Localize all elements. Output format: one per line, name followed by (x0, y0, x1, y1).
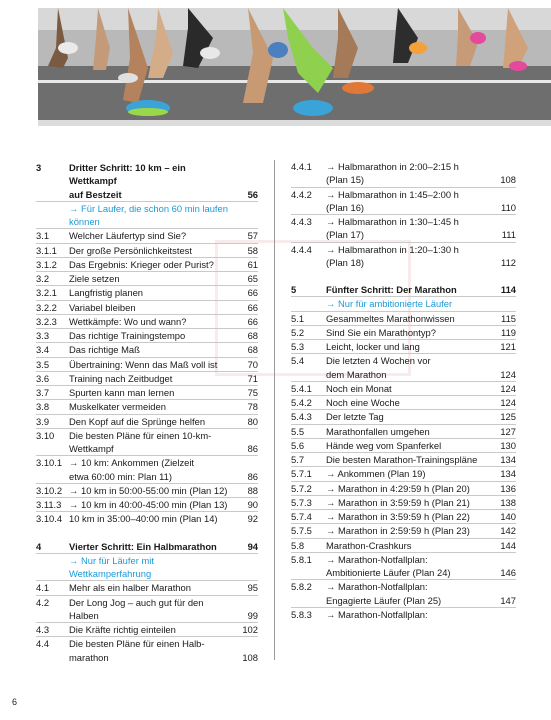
toc-entry-title-line: Noch ein Monat (326, 382, 392, 394)
toc-entry-title (69, 581, 234, 594)
toc-entry-title (69, 429, 234, 456)
toc-entry-title (326, 312, 492, 325)
toc-entry-title-line: Ziele setzen (69, 273, 120, 284)
toc-right-column (291, 160, 516, 621)
toc-entry-title (69, 456, 234, 483)
toc-entry-title-line: → Ankommen (Plan 19) (326, 468, 426, 480)
toc-entry-title (326, 539, 492, 552)
toc-entry-number: 5.7.5 (291, 525, 312, 537)
toc-entry-row[interactable] (36, 342, 258, 356)
toc-entry-title-line: Die letzten 4 Wochen vor (326, 355, 431, 367)
toc-entry-title-line: → Halbmarathon in 2:00–2:15 h (326, 161, 459, 172)
toc-entry-title (69, 386, 234, 399)
toc-entry-page: 80 (247, 415, 258, 427)
toc-entry-page: 86 (247, 443, 258, 454)
toc-entry-title-line: dem Marathon (326, 368, 387, 380)
toc-entry-row[interactable] (291, 523, 516, 537)
toc-entry-row[interactable] (291, 466, 516, 480)
toc-entry-title (69, 372, 234, 385)
toc-entry-row[interactable] (291, 607, 516, 621)
page-number: 6 (12, 697, 18, 707)
toc-entry-number: 3.7 (36, 387, 50, 398)
toc-entry-row[interactable] (291, 160, 516, 187)
toc-entry-title (69, 637, 234, 664)
toc-chapter-row[interactable] (291, 282, 516, 296)
toc-entry-title-line: → Marathon-Notfallplan: (326, 553, 428, 565)
arrow-right-icon: → (69, 554, 79, 566)
toc-left-column (36, 160, 258, 664)
toc-entry-number: 5.6 (291, 439, 305, 451)
toc-entry-row[interactable] (291, 552, 516, 580)
toc-entry-title-line: Für Laufer, die schon 60 min laufen können (69, 202, 228, 227)
toc-entry-page: 111 (501, 229, 516, 241)
toc-entry-number: 4.4.2 (291, 188, 312, 200)
toc-entry-page: 94 (247, 540, 258, 552)
toc-entry-number: 5.7.3 (291, 496, 312, 508)
toc-entry-row[interactable] (36, 328, 258, 342)
toc-entry-page: 99 (247, 609, 258, 621)
toc-entry-title-line: Der große Persönlichkeitstest (69, 244, 192, 256)
toc-entry-title-line: Engagierte Läufer (Plan 25) (326, 594, 442, 606)
toc-entry-title (326, 467, 492, 480)
toc-entry-title (326, 326, 492, 339)
toc-entry-title-line: Leicht, locker und lang (326, 341, 420, 352)
toc-entry-title (69, 498, 234, 511)
toc-entry-number: 3.2.2 (36, 301, 57, 313)
toc-entry-number: 4.4 (36, 638, 50, 650)
toc-entry-number: 3.1.1 (36, 244, 57, 256)
toc-entry-number: 3.10.2 (36, 484, 63, 496)
toc-entry-title-line: Variabel bleiben (69, 301, 136, 313)
toc-entry-row[interactable] (291, 339, 516, 353)
toc-entry-title-line: Der Long Jog – auch gut für den (69, 596, 204, 608)
toc-entry-page: 58 (247, 244, 258, 256)
toc-entry-row[interactable] (291, 325, 516, 339)
toc-entry-title (69, 244, 234, 257)
toc-entry-number: 4 (36, 540, 42, 552)
toc-entry-row[interactable] (36, 228, 258, 242)
toc-entry-title-line: Sind Sie ein Marathontyp? (326, 326, 436, 338)
toc-entry-row[interactable] (36, 497, 258, 511)
toc-entry-title (69, 415, 234, 428)
toc-entry-title-line: Der letzte Tag (326, 411, 384, 423)
toc-entry-page: 86 (247, 470, 258, 482)
toc-entry-title (326, 580, 492, 607)
toc-entry-title-line: Das richtige Maß (69, 344, 140, 356)
toc-entry-number: 3.2.3 (36, 315, 57, 327)
toc-entry-page: 108 (500, 174, 516, 186)
toc-entry-number: 4.4.3 (291, 216, 312, 227)
toc-entry-row[interactable] (36, 399, 258, 413)
toc-entry-title-line: Spurten kann man lernen (69, 387, 175, 398)
toc-entry-title (326, 283, 492, 296)
toc-entry-row[interactable] (36, 271, 258, 285)
toc-entry-page: 115 (501, 312, 516, 324)
toc-entry-number: 4.1 (36, 582, 50, 594)
toc-entry-title-line: Welcher Läufertyp sind Sie? (69, 230, 187, 242)
toc-entry-page: 124 (500, 382, 516, 394)
toc-entry-number: 3.10.1 (36, 457, 63, 469)
toc-entry-page: 70 (247, 358, 258, 370)
toc-entry-number: 3.9 (36, 415, 50, 427)
toc-entry-title-line: etwa 60:00 min: Plan 11) (69, 470, 173, 482)
toc-entry-number: 3.5 (36, 358, 50, 370)
toc-entry-page: 78 (247, 401, 258, 413)
toc-entry-title-line: auf Bestzeit (69, 188, 122, 200)
toc-entry-number: 3.8 (36, 401, 50, 413)
toc-entry-number: 4.3 (36, 624, 50, 635)
toc-entry-page: 68 (247, 344, 258, 356)
toc-entry-number: 5.8.2 (291, 581, 312, 593)
toc-entry-number: 5.8.1 (291, 553, 312, 565)
toc-target-audience-row[interactable] (36, 201, 258, 229)
toc-entry-title-line: Training nach Zeitbudget (69, 372, 173, 384)
toc-entry-row[interactable] (291, 187, 516, 215)
toc-entry-title-line: → Marathon in 3:59:59 h (Plan 22) (326, 511, 470, 522)
toc-entry-title-line: Noch eine Woche (326, 397, 400, 408)
toc-entry-row[interactable] (36, 314, 258, 328)
toc-entry-title (69, 229, 234, 242)
toc-entry-number: 5.4.3 (291, 411, 312, 423)
toc-entry-number: 3.10 (36, 429, 55, 441)
toc-entry-number: 3 (36, 162, 42, 173)
toc-entry-title (69, 161, 234, 201)
toc-entry-title-line: Wettkampf (69, 443, 114, 454)
toc-entry-page: 138 (500, 496, 516, 508)
toc-target-audience-row[interactable] (291, 296, 516, 310)
toc-entry-title-line: → Halbmarathon in 1:45–2:00 h (326, 188, 459, 200)
toc-entry-page: 102 (242, 624, 258, 635)
toc-entry-title-line: Muskelkater vermeiden (69, 401, 166, 413)
toc-entry-title-line: Mehr als ein halber Marathon (69, 582, 191, 594)
toc-entry-page: 124 (500, 368, 516, 380)
toc-entry-page: 90 (247, 499, 258, 510)
toc-entry-title (326, 188, 492, 215)
toc-entry-title (326, 482, 492, 495)
toc-entry-number: 3.4 (36, 344, 50, 356)
toc-entry-row[interactable] (291, 438, 516, 452)
toc-entry-title (69, 400, 234, 413)
arrow-right-icon: → (326, 298, 336, 310)
toc-entry-row[interactable] (291, 452, 516, 466)
toc-entry-page: 124 (500, 397, 516, 408)
toc-entry-row[interactable] (291, 409, 516, 423)
toc-entry-row[interactable] (291, 353, 516, 381)
toc-entry-page: 114 (500, 284, 516, 295)
toc-entry-page: 142 (500, 525, 516, 537)
toc-entry-title (69, 623, 234, 636)
toc-entry-row[interactable] (36, 414, 258, 428)
toc-entry-page: 108 (242, 651, 258, 663)
toc-entry-title-line: Übertraining: Wenn das Maß voll ist (69, 358, 218, 370)
toc-entry-number: 5.4.2 (291, 397, 312, 408)
toc-entry-row[interactable] (36, 285, 258, 299)
toc-entry-page: 127 (500, 425, 516, 437)
toc-entry-title (69, 258, 234, 271)
toc-entry-title-line: Die Kräfte richtig einteilen (69, 624, 176, 635)
toc-entry-page: 75 (247, 387, 258, 398)
toc-entry-title-line: Vierter Schritt: Ein Halbmarathon (69, 540, 217, 552)
toc-entry-row[interactable] (36, 385, 258, 399)
toc-entry-title-line: → Marathon in 2:59:59 h (Plan 23) (326, 525, 470, 537)
toc-entry-title (69, 358, 234, 371)
toc-entry-row[interactable] (291, 481, 516, 495)
toc-entry-title (69, 484, 234, 497)
toc-entry-title (326, 243, 492, 270)
section-gap (36, 526, 258, 539)
toc-entry-number: 4.4.1 (291, 161, 312, 172)
toc-entry-title-line: Die besten Marathon-Trainingspläne (326, 454, 478, 465)
toc-entry-title (69, 596, 234, 623)
toc-entry-page: 134 (500, 454, 516, 465)
column-divider (274, 160, 275, 660)
toc-entry-title (326, 215, 492, 242)
toc-entry-number: 3.1 (36, 230, 50, 242)
toc-entry-row[interactable] (36, 300, 258, 314)
toc-entry-title-line: Das richtige Trainingstempo (69, 330, 186, 341)
toc-entry-page: 125 (500, 411, 516, 423)
toc-entry-title-line: Ambitionierte Läufer (Plan 24) (326, 567, 451, 578)
toc-entry-page: 65 (247, 273, 258, 284)
toc-entry-page: 134 (500, 468, 516, 480)
toc-entry-title (69, 512, 234, 525)
toc-entry-page: 136 (500, 482, 516, 494)
toc-entry-title (326, 382, 492, 395)
toc-entry-number: 4.2 (36, 596, 50, 608)
toc-entry-number: 5.4.1 (291, 382, 312, 394)
toc-entry-page: 56 (247, 188, 258, 200)
toc-entry-page: 147 (500, 594, 516, 606)
toc-entry-page: 66 (247, 315, 258, 327)
toc-entry-number: 5.3 (291, 341, 305, 352)
toc-entry-title (69, 540, 234, 553)
toc-entry-title-line: → Marathon in 4:29:59 h (Plan 20) (326, 482, 470, 494)
toc-entry-row[interactable] (36, 511, 258, 525)
toc-entry-number: 3.10.4 (36, 513, 63, 525)
toc-entry-number: 3.11.3 (36, 499, 62, 510)
toc-entry-page: 140 (500, 511, 516, 522)
toc-entry-title-line: Nur für ambitionierte Läufer (338, 298, 453, 310)
toc-entry-row[interactable] (36, 595, 258, 623)
arrow-right-icon: → (69, 202, 79, 214)
toc-entry-page: 130 (500, 439, 516, 451)
toc-entry-page: 68 (247, 330, 258, 341)
toc-entry-title-line: (Plan 18) (326, 256, 365, 268)
toc-entry-title (69, 286, 234, 299)
toc-entry-page: 66 (247, 287, 258, 299)
toc-entry-title-line: → Marathon-Notfallplan: (326, 608, 428, 620)
toc-entry-title-line: Die besten Pläne für einen Halb- (69, 638, 205, 650)
toc-entry-page: 57 (247, 230, 258, 242)
toc-entry-page: 66 (247, 301, 258, 313)
toc-entry-title (326, 425, 492, 438)
toc-entry-number: 5.7.2 (291, 482, 312, 494)
toc-entry-row[interactable] (36, 455, 258, 483)
toc-target-audience-row[interactable] (36, 553, 258, 581)
toc-entry-number: 5.7.4 (291, 511, 312, 522)
toc-entry-title-line: Fünfter Schritt: Der Marathon (326, 284, 457, 295)
toc-entry-title (69, 554, 234, 581)
toc-entry-row[interactable] (291, 381, 516, 395)
toc-entry-page: 121 (500, 341, 516, 352)
toc-entry-number: 5.1 (291, 312, 305, 324)
toc-chapter-row[interactable] (36, 160, 258, 201)
toc-entry-number: 3.6 (36, 372, 50, 384)
toc-entry-title-line: Wettkämpfe: Wo und wann? (69, 315, 187, 327)
toc-entry-title (326, 453, 492, 466)
toc-entry-row[interactable] (291, 214, 516, 242)
section-gap (291, 269, 516, 282)
toc-entry-page: 110 (501, 201, 516, 213)
toc-entry-title (326, 524, 492, 537)
toc-entry-page: 146 (500, 567, 516, 578)
toc-entry-row[interactable] (36, 483, 258, 497)
toc-entry-title-line: Marathon-Crashkurs (326, 539, 412, 551)
toc-entry-title-line: → Marathon-Notfallplan: (326, 581, 428, 593)
toc-entry-title-line: Gesammeltes Marathonwissen (326, 312, 455, 324)
toc-entry-row[interactable] (36, 636, 258, 664)
toc-entry-row[interactable] (36, 371, 258, 385)
toc-entry-title (326, 396, 492, 409)
toc-entry-row[interactable] (291, 424, 516, 438)
toc-entry-title-line: Nur für Läufer mit Wettkamperfahrung (69, 554, 154, 579)
toc-entry-title-line: Halben (69, 609, 99, 621)
toc-entry-title-line: marathon (69, 651, 109, 663)
toc-entry-number: 3.2.1 (36, 287, 57, 299)
toc-entry-title-line: Das Ergebnis: Krieger oder Purist? (69, 258, 214, 270)
toc-entry-title (69, 329, 234, 342)
toc-entry-number: 3.3 (36, 330, 50, 341)
toc-entry-number: 4.4.4 (291, 243, 312, 255)
toc-entry-title-line: → Marathon in 3:59:59 h (Plan 21) (326, 496, 470, 508)
toc-chapter-row[interactable] (36, 539, 258, 553)
toc-entry-title-line: 10 km in 35:00–40:00 min (Plan 14) (69, 513, 218, 525)
toc-entry-number: 5.8.3 (291, 608, 312, 620)
toc-entry-title-line: Marathonfallen umgehen (326, 425, 430, 437)
toc-entry-page: 112 (501, 256, 516, 268)
toc-entry-title (326, 354, 492, 381)
toc-entry-row[interactable] (291, 538, 516, 552)
toc-entry-page: 119 (501, 326, 516, 338)
toc-entry-title-line: Die besten Pläne für einen 10-km- (69, 429, 212, 441)
toc-entry-number: 5.2 (291, 326, 305, 338)
toc-entry-title-line: (Plan 16) (326, 201, 365, 213)
toc-entry-title (326, 496, 492, 509)
toc-entry-page: 88 (247, 484, 258, 496)
toc-entry-title-line: Langfristig planen (69, 287, 144, 299)
toc-entry-page: 61 (247, 258, 258, 270)
toc-entry-row[interactable] (36, 580, 258, 594)
toc-entry-title (69, 301, 234, 314)
toc-entry-title (326, 410, 492, 423)
toc-entry-number: 5.7.1 (291, 468, 312, 480)
toc-entry-row[interactable] (36, 243, 258, 257)
toc-entry-row[interactable] (291, 495, 516, 509)
toc-entry-title-line: → 10 km: Ankommen (Zielzeit (69, 457, 195, 469)
toc-entry-title (69, 315, 234, 328)
toc-entry-title-line: (Plan 17) (326, 229, 365, 241)
toc-entry-title-line: Dritter Schritt: 10 km – ein Wettkampf (69, 162, 186, 187)
toc-entry-title (69, 202, 234, 229)
toc-entry-title-line: → 10 km in 40:00-45:00 min (Plan 13) (69, 499, 228, 510)
header-photo-runners (38, 8, 551, 126)
toc-entry-title (326, 160, 492, 187)
toc-entry-title-line: (Plan 15) (326, 174, 365, 186)
toc-entry-number: 5 (291, 284, 297, 295)
toc-entry-row[interactable] (291, 242, 516, 270)
toc-entry-row[interactable] (291, 395, 516, 409)
toc-entry-title (326, 297, 492, 310)
toc-entry-title (69, 343, 234, 356)
toc-entry-row[interactable] (36, 428, 258, 456)
toc-entry-title-line: → Halbmarathon in 1:30–1:45 h (326, 216, 459, 227)
toc-entry-row[interactable] (36, 257, 258, 271)
toc-entry-title (326, 553, 492, 580)
toc-entry-row[interactable] (291, 579, 516, 607)
toc-entry-page: 95 (247, 582, 258, 594)
toc-entry-page: 144 (500, 539, 516, 551)
toc-entry-number: 5.8 (291, 539, 305, 551)
toc-entry-title (326, 439, 492, 452)
toc-entry-title (326, 340, 492, 353)
toc-entry-page: 71 (247, 372, 258, 384)
toc-entry-row[interactable] (291, 509, 516, 523)
toc-entry-title-line: Den Kopf auf die Sprünge helfen (69, 415, 206, 427)
toc-entry-title (326, 510, 492, 523)
toc-entry-title-line: Hände weg vom Spanferkel (326, 439, 442, 451)
toc-entry-row[interactable] (36, 622, 258, 636)
toc-entry-title (69, 272, 234, 285)
toc-entry-number: 5.5 (291, 425, 305, 437)
toc-entry-page: 92 (247, 513, 258, 525)
toc-entry-number: 5.7 (291, 454, 305, 465)
toc-entry-number: 3.1.2 (36, 258, 57, 270)
toc-entry-title (326, 608, 492, 621)
toc-entry-number: 5.4 (291, 355, 305, 367)
toc-entry-number: 3.2 (36, 273, 50, 284)
toc-entry-row[interactable] (36, 357, 258, 371)
toc-entry-title-line: → 10 km in 50:00-55:00 min (Plan 12) (69, 484, 228, 496)
toc-entry-title-line: → Halbmarathon in 1:20–1:30 h (326, 243, 459, 255)
toc-entry-row[interactable] (291, 311, 516, 325)
